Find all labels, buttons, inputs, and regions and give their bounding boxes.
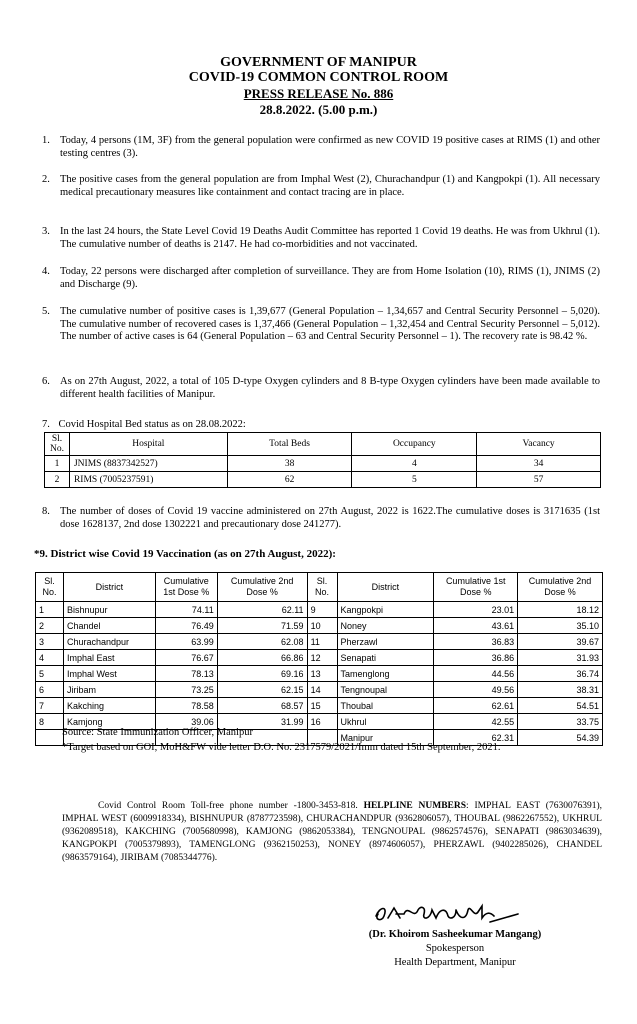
vaccination-cell: 43.61 bbox=[434, 618, 518, 634]
vaccination-cell: 62.61 bbox=[434, 698, 518, 714]
vaccination-cell: 3 bbox=[36, 634, 64, 650]
vaccination-cell: 54.39 bbox=[518, 730, 603, 746]
table-row bbox=[45, 456, 601, 472]
vaccination-cell: 73.25 bbox=[155, 682, 217, 698]
item-number: 1. bbox=[42, 135, 50, 146]
bed-header-hospital: Hospital bbox=[69, 433, 227, 456]
vaccination-table bbox=[35, 572, 603, 746]
bed-cell: 5 bbox=[352, 472, 477, 488]
vaccination-cell: Ukhrul bbox=[337, 714, 434, 730]
table-row bbox=[36, 698, 603, 714]
item-text: Today, 4 persons (1M, 3F) from the general population were confirmed as new COVID 19 positive cases at RIMS (1) and other testing centres (3). bbox=[60, 135, 600, 159]
vac-header-sl: Sl. No. bbox=[36, 573, 64, 602]
vaccination-cell: Imphal West bbox=[63, 666, 155, 682]
header-control-room: COVID-19 COMMON CONTROL ROOM bbox=[188, 70, 449, 85]
vaccination-cell: 18.12 bbox=[518, 602, 603, 618]
vaccination-cell: 66.86 bbox=[217, 650, 307, 666]
header-press-release-number: PRESS RELEASE No. 886 bbox=[243, 86, 394, 101]
vaccination-source: Source: State Immunization Officer, Manipur bbox=[62, 727, 253, 738]
vaccination-cell: 10 bbox=[307, 618, 337, 634]
vaccination-cell: 31.93 bbox=[518, 650, 603, 666]
vaccination-cell: Tamenglong bbox=[337, 666, 434, 682]
vac-header-first-dose: Cumulative 1st Dose % bbox=[434, 573, 518, 602]
helpline-numbers: : IMPHAL EAST (7630076391), IMPHAL WEST (6009918334), BISHNUPUR (8787723598), CHURACHANDPUR (9362806057), THOUBAL (9862267552), UKHRUL (9362089518), KAKCHING (7005680998), KAMJONG (9862053384), TENGNOUPAL (9862574576), SENAPATI (9863034639), KANGPOKPI (7005379893), TAMENGLONG (9362150253), NONEY (8974606057), PHERZAWL (9402285026), CHANDEL (9863579164), JIRIBAM (7085344776). bbox=[62, 801, 602, 863]
header-government: GOVERNMENT OF MANIPUR bbox=[220, 55, 417, 70]
vaccination-cell: 39.06 bbox=[155, 714, 217, 730]
bed-cell: 62 bbox=[227, 472, 352, 488]
vaccination-cell: 2 bbox=[36, 618, 64, 634]
vac-header-district: District bbox=[337, 573, 434, 602]
vaccination-cell bbox=[36, 730, 64, 746]
signatory-name: (Dr. Khoirom Sasheekumar Mangang) bbox=[368, 929, 542, 940]
vaccination-cell: 62.15 bbox=[217, 682, 307, 698]
bed-cell: 34 bbox=[477, 456, 601, 472]
vaccination-cell: 78.13 bbox=[155, 666, 217, 682]
vaccination-cell: Senapati bbox=[337, 650, 434, 666]
vaccination-cell: 23.01 bbox=[434, 602, 518, 618]
item-number: 8. bbox=[42, 506, 50, 517]
vac-header-district: District bbox=[63, 573, 155, 602]
vaccination-cell: 6 bbox=[36, 682, 64, 698]
toll-free-text: Covid Control Room Toll-free phone number -1800-3453-818. bbox=[98, 801, 358, 811]
header-date: 28.8.2022. (5.00 p.m.) bbox=[259, 102, 378, 117]
item-text: The number of doses of Covid 19 vaccine administered on 27th August, 2022 is 1622.The cumulative doses is 3171635 (1st dose 1628137, 2nd dose 1302221 and precautionary dose 241277). bbox=[60, 506, 600, 530]
vaccination-cell: 5 bbox=[36, 666, 64, 682]
vaccination-cell: 69.16 bbox=[217, 666, 307, 682]
vac-header-sl: Sl. No. bbox=[307, 573, 337, 602]
vaccination-cell: 54.51 bbox=[518, 698, 603, 714]
handwritten-signature bbox=[370, 898, 530, 928]
bed-header-occupancy: Occupancy bbox=[352, 433, 477, 456]
vaccination-cell: 62.08 bbox=[217, 634, 307, 650]
vaccination-header-row bbox=[36, 573, 603, 602]
table-row bbox=[36, 666, 603, 682]
item-text: As on 27th August, 2022, a total of 105 D-type Oxygen cylinders and 8 B-type Oxygen cylinders have been made available to different health facilities of Manipur. bbox=[60, 376, 600, 400]
vaccination-cell: Jiribam bbox=[63, 682, 155, 698]
bed-cell: 57 bbox=[477, 472, 601, 488]
vaccination-cell: 1 bbox=[36, 602, 64, 618]
vaccination-cell: 62.31 bbox=[434, 730, 518, 746]
vaccination-cell: 44.56 bbox=[434, 666, 518, 682]
vaccination-cell: 36.86 bbox=[434, 650, 518, 666]
vaccination-target-note: *Target based on GOI, MoH&FW vide letter D.O. No. 2317579/2021/Imm dated 15th September, 2021. bbox=[62, 742, 501, 753]
item-8 bbox=[42, 506, 600, 531]
item-text: In the last 24 hours, the State Level Covid 19 Deaths Audit Committee has reported 1 Covid 19 deaths. He was from Ukhrul (1). The cumulative number of deaths is 2147. He had co-morbidities and not vaccinated. bbox=[60, 226, 600, 250]
table-row bbox=[45, 472, 601, 488]
table-row bbox=[36, 650, 603, 666]
table-row bbox=[36, 634, 603, 650]
vaccination-cell: Churachandpur bbox=[63, 634, 155, 650]
bed-cell: 4 bbox=[352, 456, 477, 472]
vaccination-cell: 33.75 bbox=[518, 714, 603, 730]
vaccination-cell: 16 bbox=[307, 714, 337, 730]
vaccination-cell: Kangpokpi bbox=[337, 602, 434, 618]
table-row bbox=[36, 602, 603, 618]
item-4 bbox=[42, 266, 600, 291]
bed-cell: 38 bbox=[227, 456, 352, 472]
item-number: 5. bbox=[42, 306, 50, 317]
item-number: 4. bbox=[42, 266, 50, 277]
vaccination-cell: 78.58 bbox=[155, 698, 217, 714]
item-text: The cumulative number of positive cases is 1,39,677 (General Population – 1,34,657 and Central Security Personnel – 5,020). The cumulative number of recovered cases is 1,37,466 (General Population – 1,32,454 and Central Security Personnel – 5,012). The number of active cases is 64 (General Population – 63 and Central Security Personnel – 1). The recovery rate is 98.42 %. bbox=[60, 306, 600, 342]
vaccination-cell: Pherzawl bbox=[337, 634, 434, 650]
table-row bbox=[36, 682, 603, 698]
signatory-department: Health Department, Manipur bbox=[394, 957, 516, 968]
item-1 bbox=[42, 135, 600, 160]
vaccination-cell: 11 bbox=[307, 634, 337, 650]
vaccination-cell: 76.67 bbox=[155, 650, 217, 666]
bed-cell: 1 bbox=[45, 456, 70, 472]
vaccination-cell: Manipur bbox=[337, 730, 434, 746]
vaccination-cell: 7 bbox=[36, 698, 64, 714]
vac-header-second-dose: Cumulative 2nd Dose % bbox=[518, 573, 603, 602]
bed-header-sl: Sl. No. bbox=[45, 433, 70, 456]
vaccination-cell: Thoubal bbox=[337, 698, 434, 714]
item-number: 7. bbox=[42, 419, 50, 430]
bed-cell: RIMS (7005237591) bbox=[69, 472, 227, 488]
vaccination-cell: 35.10 bbox=[518, 618, 603, 634]
item-3 bbox=[42, 226, 600, 251]
vaccination-cell: Bishnupur bbox=[63, 602, 155, 618]
bed-header-total-beds: Total Beds bbox=[227, 433, 352, 456]
bed-cell: JNIMS (8837342527) bbox=[69, 456, 227, 472]
item-7-title bbox=[42, 419, 246, 431]
vaccination-cell: 36.83 bbox=[434, 634, 518, 650]
vaccination-cell: 39.67 bbox=[518, 634, 603, 650]
vac-header-first-dose: Cumulative 1st Dose % bbox=[155, 573, 217, 602]
item-5 bbox=[42, 306, 600, 344]
vaccination-cell: 62.11 bbox=[217, 602, 307, 618]
bed-cell: 2 bbox=[45, 472, 70, 488]
signatory-role: Spokesperson bbox=[425, 943, 485, 954]
item-6 bbox=[42, 376, 600, 401]
vaccination-title: *9. District wise Covid 19 Vaccination (as on 27th August, 2022): bbox=[34, 548, 336, 560]
helpline-label: HELPLINE NUMBERS bbox=[363, 801, 467, 811]
vaccination-cell: 14 bbox=[307, 682, 337, 698]
vaccination-cell: 31.99 bbox=[217, 714, 307, 730]
item-text: The positive cases from the general population are from Imphal West (2), Churachandpur (1) and Kangpokpi (1). All necessary medical precautionary measures like containment and contact tracing are in place. bbox=[60, 174, 600, 198]
item-2 bbox=[42, 174, 600, 199]
vaccination-cell: 74.11 bbox=[155, 602, 217, 618]
vaccination-cell: Chandel bbox=[63, 618, 155, 634]
bed-header-vacancy: Vacancy bbox=[477, 433, 601, 456]
bed-status-title: Covid Hospital Bed status as on 28.08.2022: bbox=[58, 419, 246, 430]
vaccination-cell: 13 bbox=[307, 666, 337, 682]
vaccination-cell: 15 bbox=[307, 698, 337, 714]
vaccination-cell: 38.31 bbox=[518, 682, 603, 698]
vaccination-cell: Kamjong bbox=[63, 714, 155, 730]
vaccination-cell: Noney bbox=[337, 618, 434, 634]
vac-header-second-dose: Cumulative 2nd Dose % bbox=[217, 573, 307, 602]
vaccination-cell: 68.57 bbox=[217, 698, 307, 714]
item-number: 2. bbox=[42, 174, 50, 185]
vaccination-cell: Tengnoupal bbox=[337, 682, 434, 698]
vaccination-cell: 12 bbox=[307, 650, 337, 666]
item-number: 6. bbox=[42, 376, 50, 387]
item-number: 3. bbox=[42, 226, 50, 237]
vaccination-cell: 42.55 bbox=[434, 714, 518, 730]
bed-status-table bbox=[44, 432, 601, 488]
vaccination-cell: 63.99 bbox=[155, 634, 217, 650]
vaccination-cell: Imphal East bbox=[63, 650, 155, 666]
table-row bbox=[36, 618, 603, 634]
vaccination-cell: Kakching bbox=[63, 698, 155, 714]
bed-table-header-row bbox=[45, 433, 601, 456]
vaccination-cell: 49.56 bbox=[434, 682, 518, 698]
vaccination-cell: 36.74 bbox=[518, 666, 603, 682]
vaccination-cell: 9 bbox=[307, 602, 337, 618]
contact-paragraph bbox=[62, 800, 602, 865]
vaccination-cell: 71.59 bbox=[217, 618, 307, 634]
item-text: Today, 22 persons were discharged after completion of surveillance. They are from Home Isolation (10), RIMS (1), JNIMS (2) and Discharge (9). bbox=[60, 266, 600, 290]
vaccination-cell: 76.49 bbox=[155, 618, 217, 634]
vaccination-cell: 8 bbox=[36, 714, 64, 730]
vaccination-cell: 4 bbox=[36, 650, 64, 666]
